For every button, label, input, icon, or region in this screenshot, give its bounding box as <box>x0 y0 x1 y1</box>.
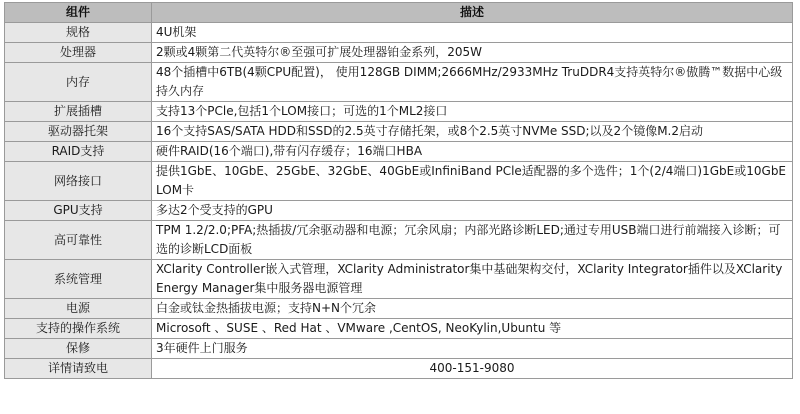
row-value: 2颗或4颗第二代英特尔®至强可扩展处理器铂金系列，205W <box>152 43 793 63</box>
row-value: 白金或钛金热插拔电源；支持N+N个冗余 <box>152 299 793 319</box>
row-value: TPM 1.2/2.0;PFA;热插拔/冗余驱动器和电源；冗余风扇；内部光路诊断LED;通过专用USB端口进行前端接入诊断；可选的诊断LCD面板 <box>152 221 793 260</box>
row-label: 内存 <box>5 63 152 102</box>
row-label: 高可靠性 <box>5 221 152 260</box>
table-row <box>5 63 793 102</box>
table-row <box>5 260 793 299</box>
row-label: 电源 <box>5 299 152 319</box>
header-component: 组件 <box>5 3 152 23</box>
table-row <box>5 221 793 260</box>
row-value: XClarity Controller嵌入式管理，XClarity Administrator集中基础架构交付，XClarity Integrator插件以及XClarity Energy Manager集中服务器电源管理 <box>152 260 793 299</box>
table-row <box>5 122 793 142</box>
table-header-row <box>5 3 793 23</box>
row-value: 多达2个受支持的GPU <box>152 201 793 221</box>
row-value: 3年硬件上门服务 <box>152 339 793 359</box>
table-row <box>5 201 793 221</box>
row-label: GPU支持 <box>5 201 152 221</box>
table-row <box>5 142 793 162</box>
row-value: 16个支持SAS/SATA HDD和SSD的2.5英寸存储托架，或8个2.5英寸NVMe SSD;以及2个镜像M.2启动 <box>152 122 793 142</box>
spec-table <box>4 2 793 379</box>
row-label: 规格 <box>5 23 152 43</box>
row-value: 提供1GbE、10GbE、25GbE、32GbE、40GbE或InfiniBand PCle适配器的多个选件；1个(2/4端口)1GbE或10GbE LOM卡 <box>152 162 793 201</box>
row-label: 支持的操作系统 <box>5 319 152 339</box>
table-row <box>5 319 793 339</box>
row-value: 4U机架 <box>152 23 793 43</box>
row-value: 支持13个PCle,包括1个LOM接口；可选的1个ML2接口 <box>152 102 793 122</box>
row-label: 详情请致电 <box>5 359 152 379</box>
row-label: 扩展插槽 <box>5 102 152 122</box>
row-label: 保修 <box>5 339 152 359</box>
row-value: Microsoft 、SUSE 、Red Hat 、VMware ,CentOS, NeoKylin,Ubuntu 等 <box>152 319 793 339</box>
row-value: 硬件RAID(16个端口),带有闪存缓存；16端口HBA <box>152 142 793 162</box>
table-row <box>5 102 793 122</box>
table-row <box>5 23 793 43</box>
row-label: 驱动器托架 <box>5 122 152 142</box>
phone-number: 400-151-9080 <box>152 359 793 379</box>
row-label: 网络接口 <box>5 162 152 201</box>
row-label: RAID支持 <box>5 142 152 162</box>
row-label: 系统管理 <box>5 260 152 299</box>
table-row <box>5 299 793 319</box>
table-row <box>5 339 793 359</box>
row-value: 48个插槽中6TB(4颗CPU配置)， 使用128GB DIMM;2666MHz/2933MHz TruDDR4支持英特尔®傲腾™数据中心级持久内存 <box>152 63 793 102</box>
table-row <box>5 43 793 63</box>
row-label: 处理器 <box>5 43 152 63</box>
table-row <box>5 162 793 201</box>
table-row <box>5 359 793 379</box>
header-description: 描述 <box>152 3 793 23</box>
